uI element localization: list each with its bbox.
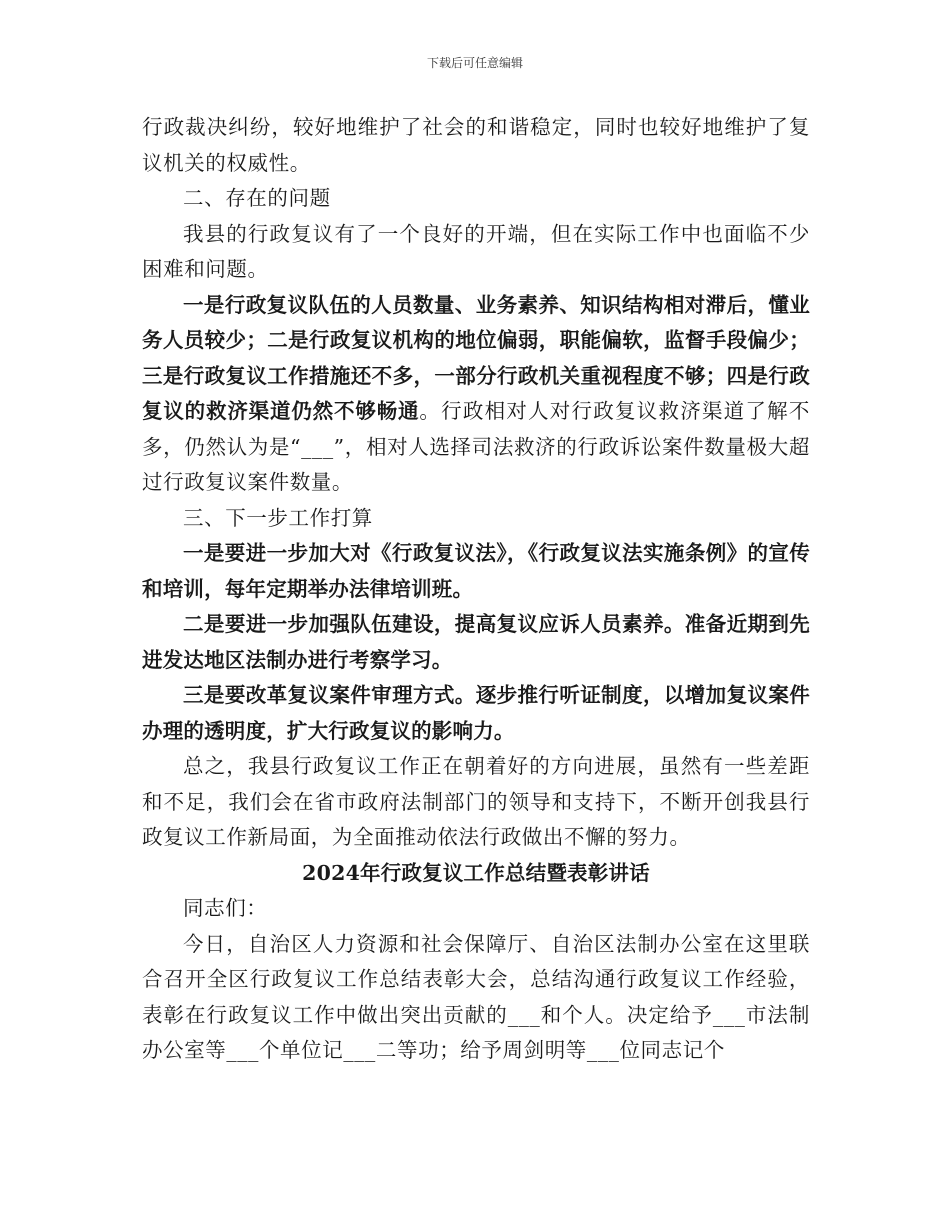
section-heading-problems: 二、存在的问题 [183,186,331,210]
paragraph-problems-list [142,288,810,501]
section-heading-next-steps: 三、下一步工作打算 [183,505,373,530]
paragraph-intro-problems: 我县的行政复议有了一个良好的开端，但在实际工作中也面临不少困难和问题。 [142,221,810,281]
paragraph-step-three: 三是要改革复议案件审理方式。逐步推行听证制度，以增加复议案件办理的透明度，扩大行政复议的影响力。 [142,683,810,743]
document-body [142,110,810,1069]
paragraph-step-one: 一是要进一步加大对《行政复议法》，《行政复议法实施条例》的宣传和培训，每年定期举办法律培训班。 [142,541,810,601]
speech-title: 2024年行政复议工作总结暨表彰讲话 [302,860,650,885]
problems-list-continuation: 。行政相对人对行政复议救济渠道了解不多，仍然认为是“___”，相对人选择司法救济的行政诉讼案件数量极大超过行政复议案件数量。 [142,399,810,494]
paragraph-step-two: 二是要进一步加强队伍建设，提高复议应诉人员素养。准备近期到先进发达地区法制办进行考察学习。 [142,612,810,672]
speech-salutation: 同志们： [183,896,268,920]
problems-list-bold: 一是行政复议队伍的人员数量、业务素养、知识结构相对滞后，懂业务人员较少；二是行政复议机构的地位偏弱，职能偏软，监督手段偏少；三是行政复议工作措施还不多，一部分行政机关重视程度不够；四是行政复议的救济渠道仍然不够畅通 [142,292,810,423]
paragraph-continuation: 行政裁决纠纷，较好地维护了社会的和谐稳定，同时也较好地维护了复议机关的权威性。 [142,115,810,175]
page-header-note: 下载后可任意编辑 [426,56,523,70]
speech-opening-paragraph: 今日，自治区人力资源和社会保障厅、自治区法制办公室在这里联合召开全区行政复议工作总结表彰大会，总结沟通行政复议工作经验，表彰在行政复议工作中做出突出贡献的___和个人。决定给予___市法制办公室等___个单位记___二等功；给予周剑明等___位同志记个 [142,931,810,1062]
paragraph-conclusion: 总之，我县行政复议工作正在朝着好的方向进展，虽然有一些差距和不足，我们会在省市政府法制部门的领导和支持下，不断开创我县行政复议工作新局面，为全面推动依法行政做出不懈的努力。 [142,754,810,849]
